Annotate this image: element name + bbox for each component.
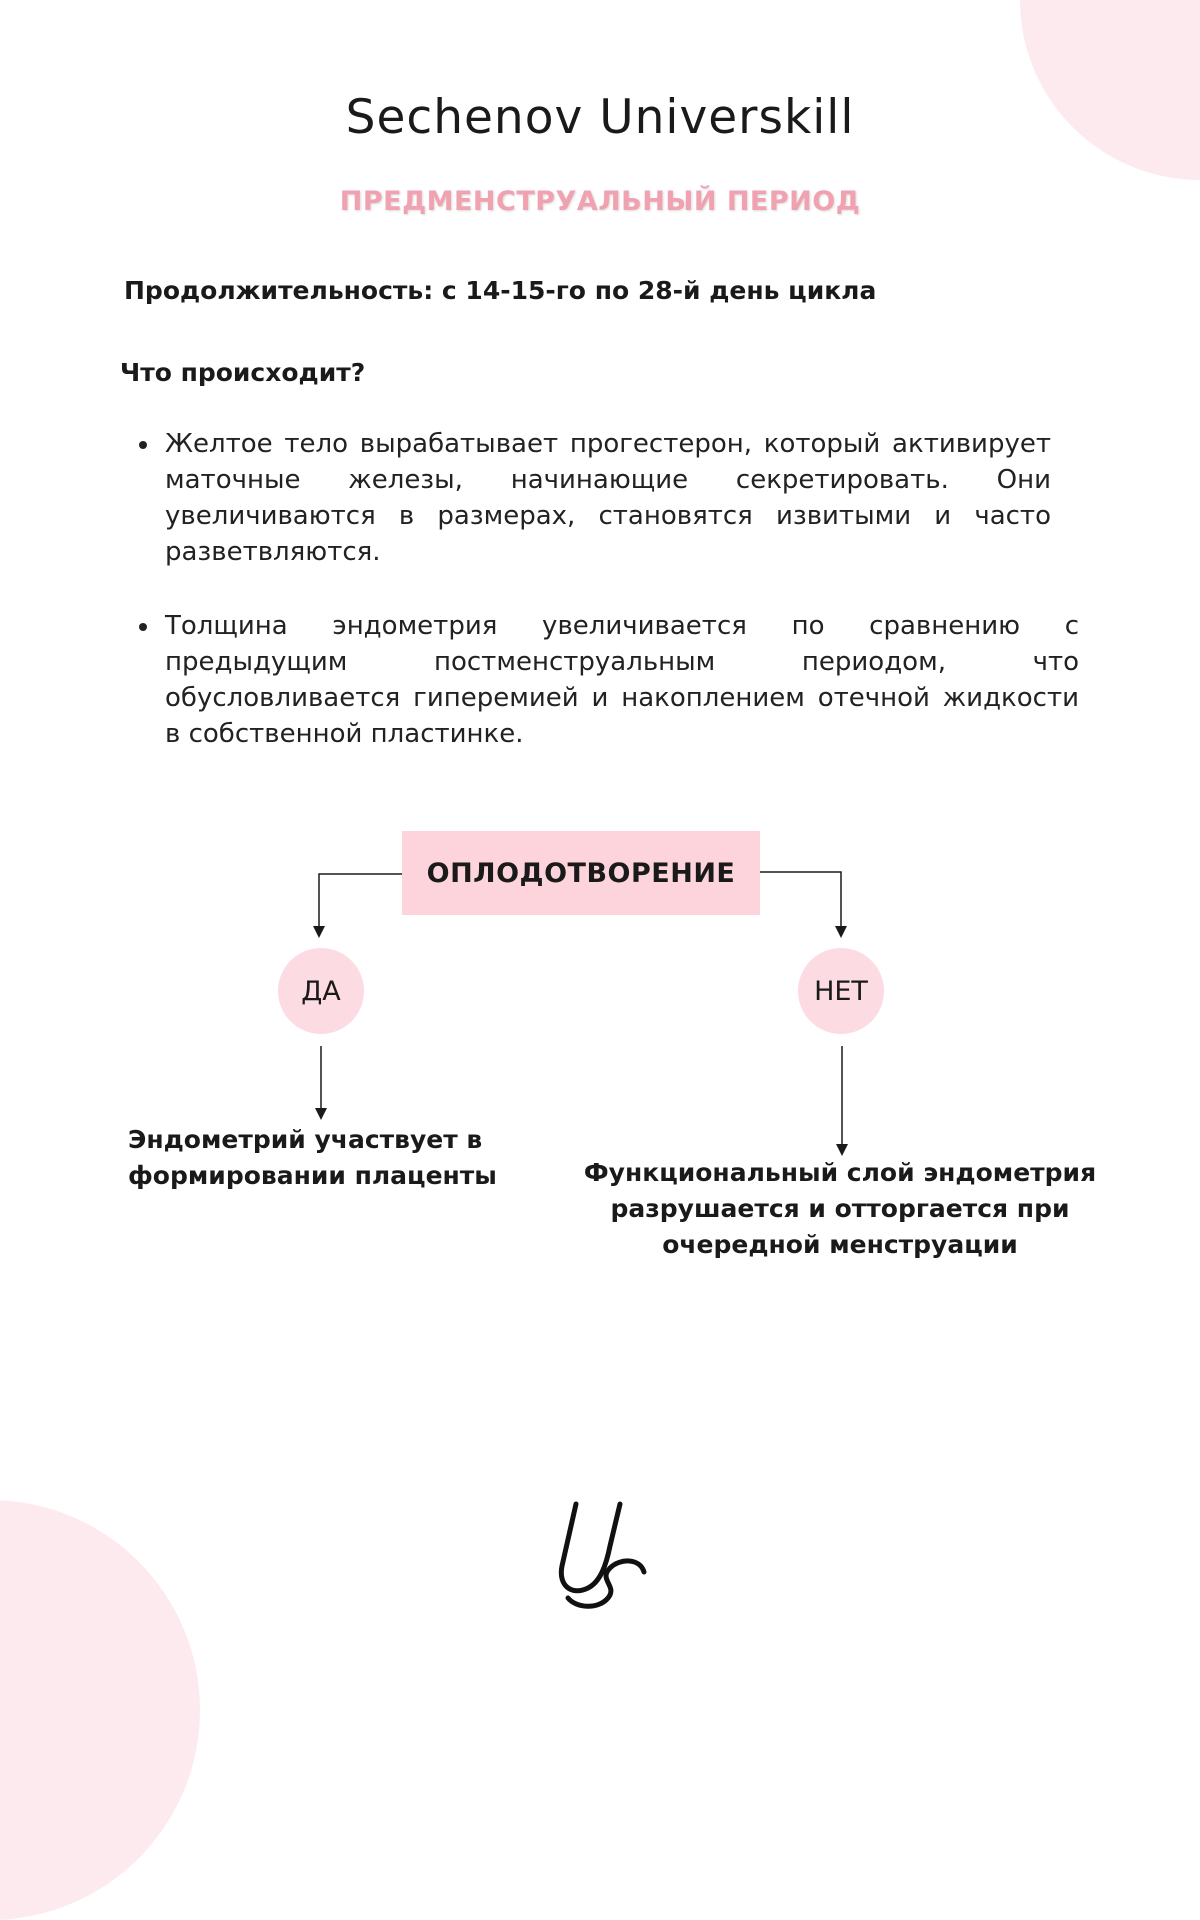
question-heading: Что происходит? [120,358,366,387]
connector-to-yes [319,874,402,932]
yes-circle: ДА [278,948,364,1034]
section-title: ПРЕДМЕНСТРУАЛЬНЫЙ ПЕРИОД [339,186,861,217]
no-circle: НЕТ [798,948,884,1034]
brand-title: Sechenov Universkill [345,90,855,145]
fertilization-box: ОПЛОДОТВОРЕНИЕ [402,831,760,915]
us-logo-icon [548,1496,652,1616]
no-outcome-text: Функциональный слой эндометрия разрушается и отторгается при очередной менструации [583,1158,1097,1259]
decorative-corner-circle-bottom [0,1500,200,1920]
bullet-item: Толщина эндометрия увеличивается по сравнению с предыдущим постменструальным периодом, что обусловливается гиперемией и накоплением отечной жидкости в собственной пластинке. [165,608,1079,752]
connector-to-no [760,872,841,932]
bullet-item: Желтое тело вырабатывает прогестерон, который активирует маточные железы, начинающие секретировать. Они увеличиваются в размерах, становятся извитыми и часто разветвляются. [165,426,1051,570]
yes-outcome-text: Эндометрий участвует в формировании плаценты [128,1125,497,1190]
duration-text: Продолжительность: с 14-15-го по 28-й день цикла [124,276,877,305]
